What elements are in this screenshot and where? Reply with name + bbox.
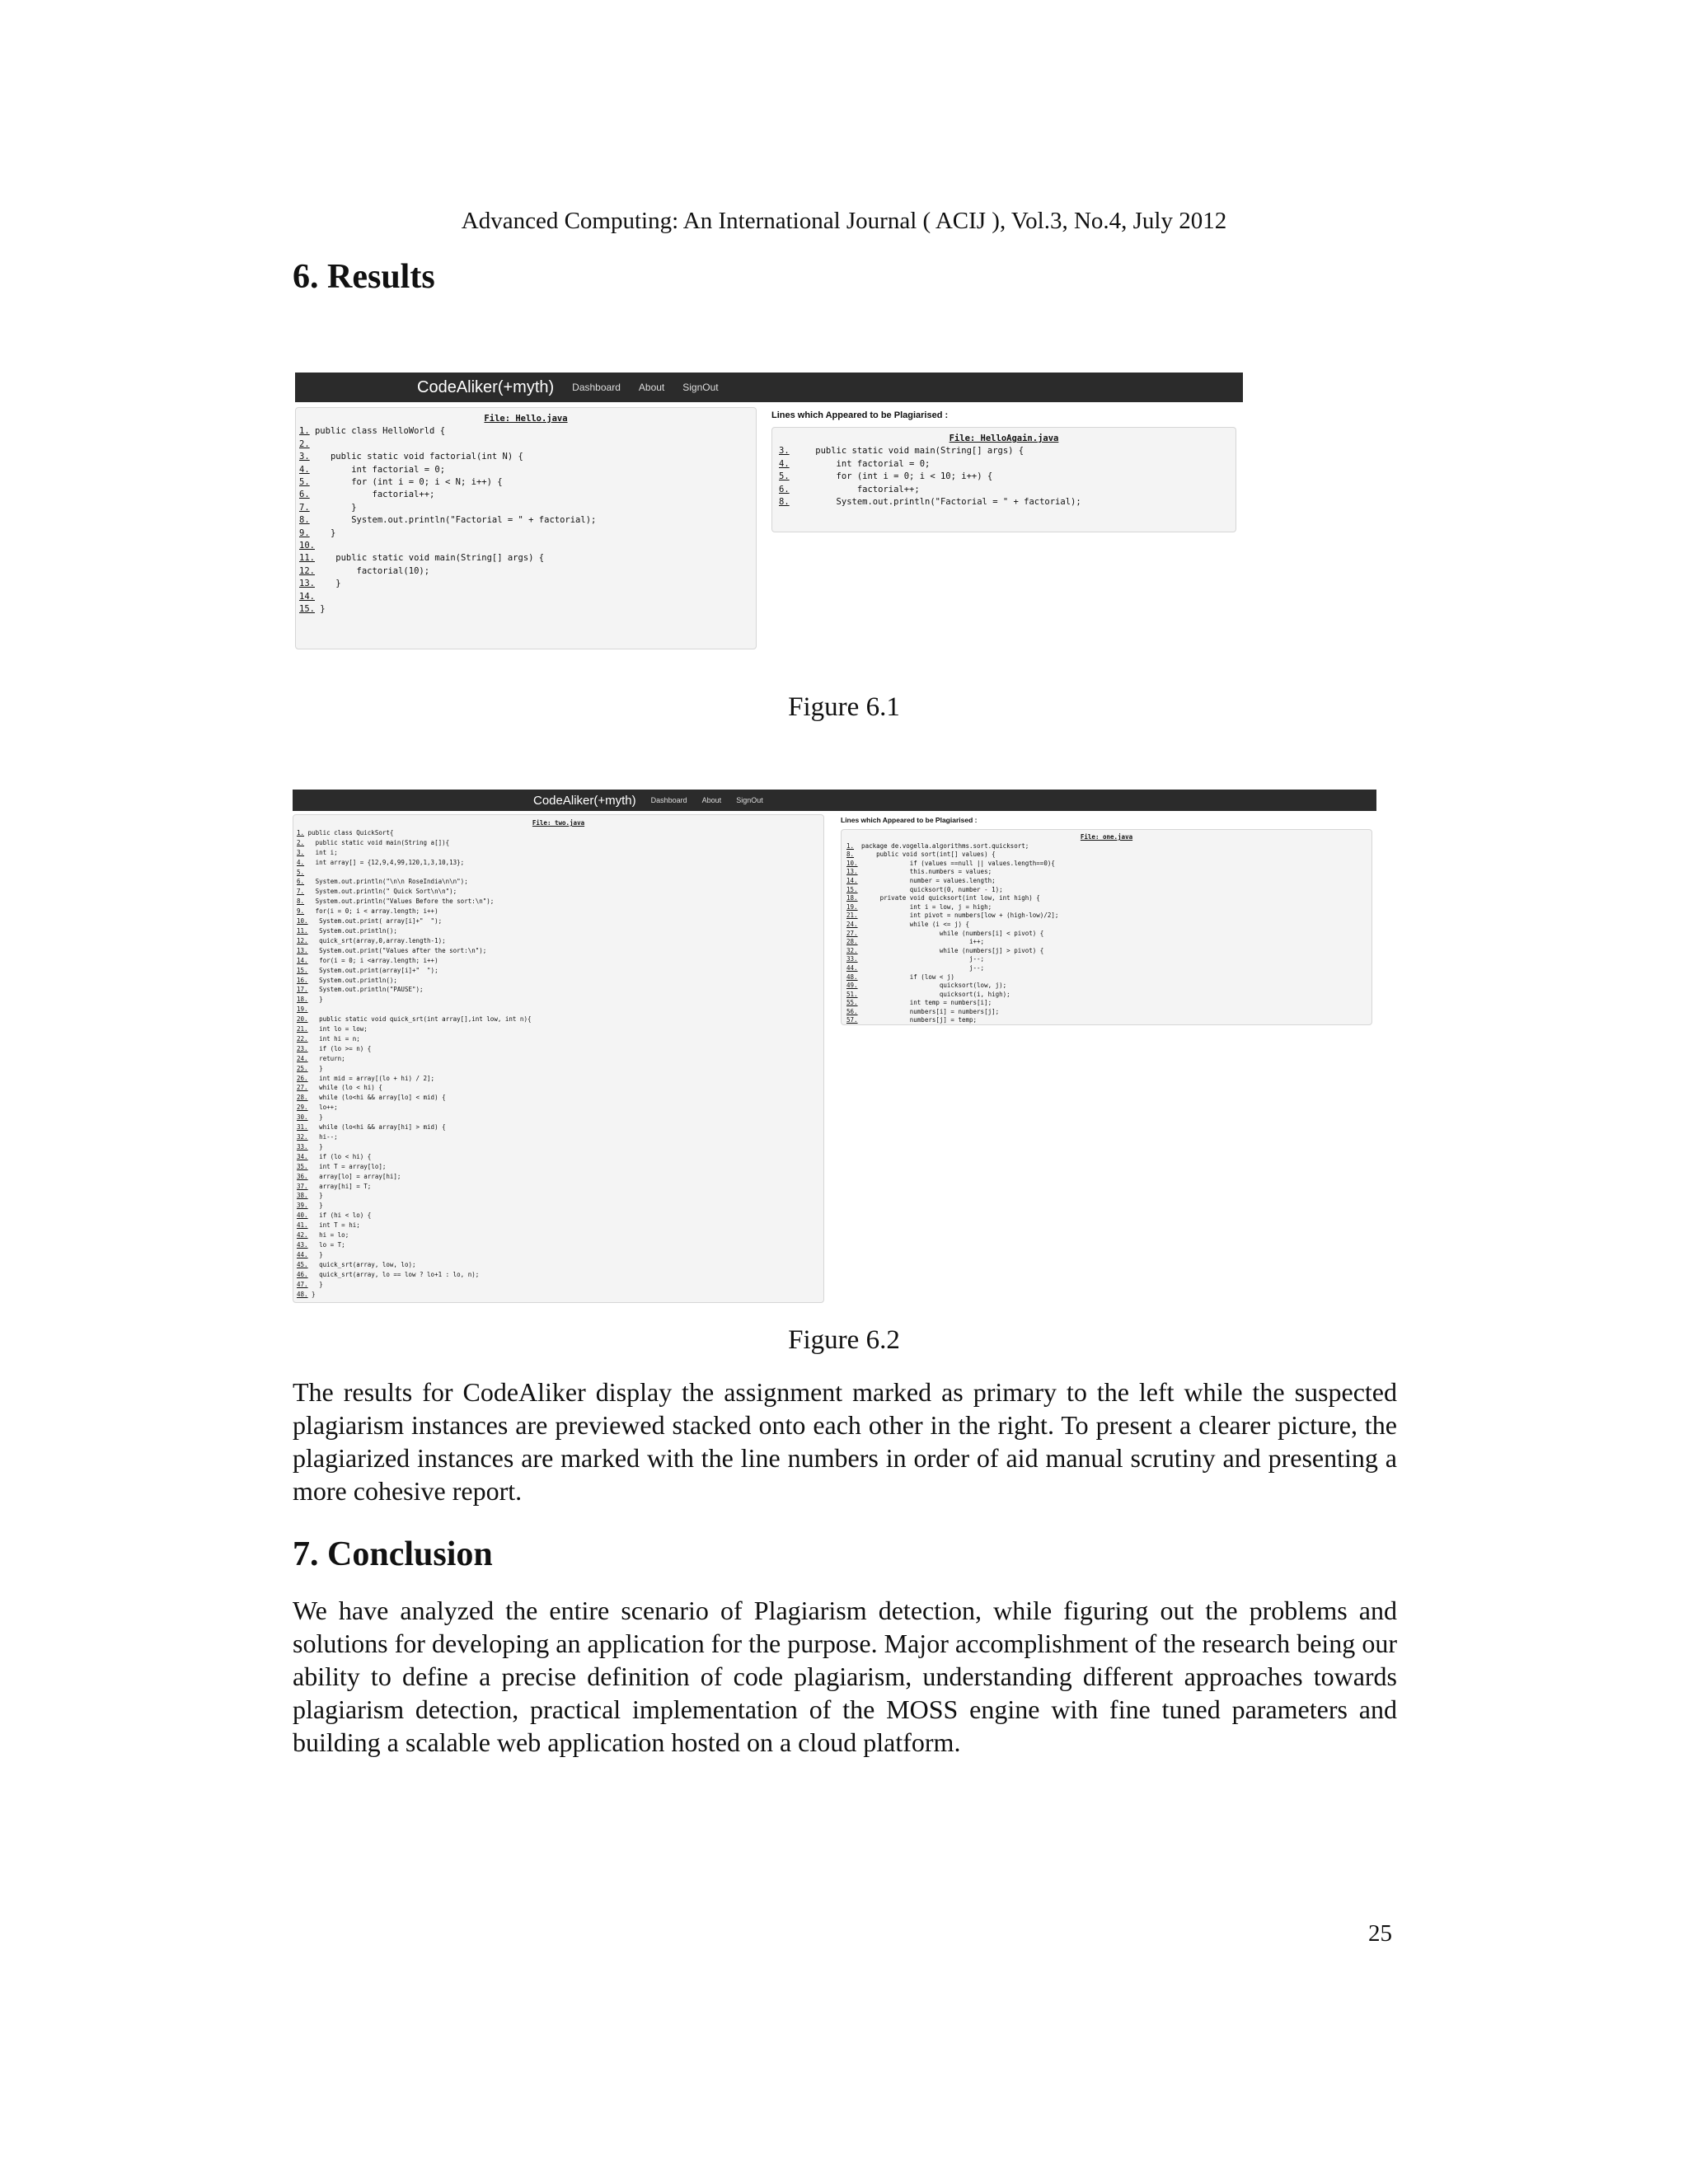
code-text: package de.vogella.algorithms.sort.quicksort;: [854, 841, 1029, 850]
code-text: }: [309, 502, 357, 513]
code-text: int array[] = {12,9,4,99,120,1,3,10,13};: [304, 858, 465, 866]
code-text: while (numbers[i] < pivot) {: [857, 929, 1044, 937]
code-text: if (values ==null || values.length==0){: [857, 859, 1055, 867]
line-number[interactable]: 33.: [297, 1142, 308, 1151]
code-line: [297, 1162, 820, 1172]
section-7-title: 7. Conclusion: [293, 1535, 493, 1573]
line-number[interactable]: 29.: [297, 1104, 308, 1112]
matched-code-listing: [779, 445, 1229, 509]
code-text: quicksort(0, number - 1);: [857, 885, 1003, 893]
code-line: [297, 1054, 820, 1064]
line-number[interactable]: 16.: [297, 976, 308, 984]
code-line: [299, 502, 753, 514]
code-text: public static void main(String[] args) {: [314, 553, 545, 564]
line-number[interactable]: 4.: [297, 858, 305, 866]
code-line: [846, 868, 1367, 877]
code-line: [299, 464, 753, 476]
line-number[interactable]: 48.: [297, 1290, 308, 1298]
line-number[interactable]: 40.: [297, 1212, 308, 1220]
code-text: int hi = n;: [307, 1034, 360, 1043]
code-line: [297, 936, 820, 946]
code-text: array[lo] = array[hi];: [307, 1172, 401, 1180]
nav-link-signout[interactable]: SignOut: [736, 796, 763, 804]
line-number[interactable]: 28.: [297, 1094, 308, 1102]
code-line: [846, 860, 1367, 869]
line-number[interactable]: 18.: [846, 894, 858, 902]
figure-6-2-navbar: [293, 790, 1376, 811]
line-number[interactable]: 46.: [297, 1270, 308, 1278]
code-line: [297, 897, 820, 907]
code-line: [299, 578, 753, 590]
line-number[interactable]: 10.: [846, 859, 858, 867]
code-line: [779, 458, 1229, 471]
code-text: numbers[i] = numbers[j];: [857, 1007, 1000, 1015]
code-text: if (lo >= n) {: [307, 1044, 372, 1052]
code-line: [846, 921, 1367, 930]
code-text: public static void main(String[] args) {: [789, 446, 1025, 457]
code-line: [297, 1074, 820, 1084]
code-line: [297, 956, 820, 966]
page-header: Advanced Computing: An International Journal ( ACIJ ), Vol.3, No.4, July 2012: [461, 208, 1227, 234]
code-text: public class QuickSort{: [304, 828, 394, 837]
code-line: [297, 1172, 820, 1182]
code-text: System.out.println("PAUSE");: [307, 986, 424, 994]
code-line: [297, 995, 820, 1005]
code-line: [297, 1270, 820, 1280]
code-text: System.out.print( array[i]+" ");: [307, 917, 443, 926]
code-text: while (lo<hi && array[lo] < mid) {: [307, 1094, 446, 1102]
line-number[interactable]: 13.: [299, 579, 315, 589]
code-line: [297, 1290, 820, 1300]
code-text: quicksort(i, high);: [857, 990, 1010, 998]
code-text: factorial(10);: [314, 565, 430, 576]
line-number[interactable]: 8.: [779, 497, 790, 508]
code-text: if (lo < hi) {: [307, 1152, 372, 1160]
line-number[interactable]: 39.: [297, 1202, 308, 1210]
primary-code-panel: [293, 814, 824, 1303]
code-line: [299, 552, 753, 565]
results-paragraph: The results for CodeAliker display the assignment marked as primary to the left while the suspected plagiarism instances are previewed stacked onto each other in the right. To present a clearer picture, the plagiarized instances are marked with the line numbers in order of aid manual scrutiny and presenting a more cohesive report.: [293, 1377, 1397, 1506]
line-number[interactable]: 14.: [846, 876, 858, 884]
code-text: for(i = 0; i <array.length; i++): [307, 956, 438, 964]
line-number[interactable]: 12.: [299, 565, 315, 576]
primary-code-listing: [297, 828, 820, 1300]
line-number[interactable]: 48.: [846, 972, 858, 981]
code-line: [846, 1016, 1367, 1025]
code-text: factorial++;: [789, 484, 920, 494]
code-line: [846, 991, 1367, 1000]
matched-file-title: File: one.java: [1080, 833, 1133, 841]
code-text: return;: [307, 1054, 345, 1062]
line-number[interactable]: 31.: [297, 1123, 308, 1132]
line-number[interactable]: 5.: [779, 471, 790, 482]
plagiarised-lines-heading: Lines which Appeared to be Plagiarised :: [771, 410, 949, 420]
page-number: 25: [1368, 1920, 1392, 1947]
code-text: i++;: [857, 938, 985, 946]
line-number[interactable]: 9.: [297, 907, 305, 916]
line-number[interactable]: 10.: [297, 917, 308, 926]
line-number[interactable]: 43.: [297, 1240, 308, 1249]
line-number[interactable]: 44.: [846, 963, 858, 972]
code-text: while (numbers[j] > pivot) {: [857, 946, 1044, 954]
code-text: int i;: [304, 848, 338, 856]
code-line: [846, 842, 1367, 851]
code-text: }: [307, 1113, 323, 1122]
matched-code-panel: [841, 829, 1372, 1025]
code-line: [846, 894, 1367, 903]
line-number[interactable]: 47.: [297, 1280, 308, 1288]
navbar-brand[interactable]: CodeAliker(+myth): [533, 793, 636, 808]
code-text: int pivot = numbers[low + (high-low)/2];: [857, 912, 1059, 920]
line-number[interactable]: 56.: [846, 1007, 858, 1015]
line-number[interactable]: 13.: [297, 946, 308, 954]
code-line: [297, 1064, 820, 1074]
code-line: [846, 903, 1367, 912]
code-line: [297, 828, 820, 838]
code-line: [297, 916, 820, 926]
code-line: [299, 603, 753, 616]
code-line: [299, 451, 753, 463]
code-text: lo = T;: [307, 1240, 345, 1249]
code-line: [297, 1230, 820, 1240]
line-number[interactable]: 23.: [297, 1044, 308, 1052]
code-text: System.out.println();: [307, 976, 397, 984]
line-number[interactable]: 11.: [297, 926, 308, 935]
line-number[interactable]: 33.: [846, 955, 858, 963]
line-number[interactable]: 34.: [297, 1152, 308, 1160]
line-number[interactable]: 6.: [297, 878, 305, 886]
code-text: quick_srt(array,0,array.length-1);: [307, 936, 446, 944]
code-line: [846, 886, 1367, 895]
code-text: }: [307, 996, 323, 1004]
code-line: [297, 1113, 820, 1122]
code-text: if (hi < lo) {: [307, 1212, 372, 1220]
line-number[interactable]: 1.: [297, 828, 305, 837]
primary-code-panel: [295, 407, 757, 649]
code-line: [297, 1103, 820, 1113]
code-line: [299, 476, 753, 489]
code-line: [779, 445, 1229, 457]
line-number[interactable]: 27.: [846, 929, 858, 937]
line-number[interactable]: 19.: [297, 1005, 308, 1014]
code-text: }: [307, 1064, 323, 1072]
code-text: int mid = array[(lo + hi) / 2];: [307, 1074, 435, 1082]
code-line: [297, 1132, 820, 1142]
code-text: int lo = low;: [307, 1025, 368, 1033]
code-text: public static void factorial(int N) {: [309, 452, 523, 462]
code-line: [297, 1152, 820, 1162]
code-text: System.out.println("\n\n RoseIndia\n\n");: [304, 878, 468, 886]
code-text: }: [307, 1192, 323, 1200]
line-number[interactable]: 13.: [846, 868, 858, 876]
line-number[interactable]: 8.: [846, 851, 855, 859]
code-line: [299, 540, 753, 552]
code-line: [297, 1024, 820, 1034]
matched-code-panel: [771, 427, 1236, 532]
code-line: [846, 955, 1367, 964]
code-line: [297, 1280, 820, 1290]
plagiarised-lines-heading: Lines which Appeared to be Plagiarised :: [841, 816, 978, 824]
code-line: [297, 858, 820, 868]
code-text: while (lo < hi) {: [307, 1084, 382, 1092]
code-line: [297, 848, 820, 858]
figure-6-1-caption: Figure 6.1: [788, 692, 900, 722]
line-number[interactable]: 7.: [297, 888, 305, 896]
code-line: [846, 930, 1367, 939]
line-number[interactable]: 42.: [297, 1231, 308, 1240]
code-text: System.out.println(" Quick Sort\n\n");: [304, 888, 457, 896]
line-number[interactable]: 15.: [299, 604, 315, 615]
code-text: if (low < j): [857, 972, 954, 981]
line-number[interactable]: 28.: [846, 938, 858, 946]
code-text: hi = lo;: [307, 1231, 349, 1240]
code-text: int factorial = 0;: [789, 458, 931, 469]
code-text: }: [314, 579, 341, 589]
code-text: }: [314, 604, 326, 615]
code-line: [297, 907, 820, 916]
nav-link-dashboard[interactable]: Dashboard: [572, 382, 621, 393]
nav-link-about[interactable]: About: [701, 796, 722, 804]
line-number[interactable]: 14.: [299, 591, 315, 602]
code-line: [297, 1221, 820, 1230]
code-line: [297, 1083, 820, 1093]
line-number[interactable]: 37.: [297, 1182, 308, 1190]
line-number[interactable]: 9.: [299, 527, 310, 538]
code-text: }: [307, 1142, 323, 1151]
matched-code-listing: [846, 842, 1367, 1025]
code-text: array[hi] = T;: [307, 1182, 372, 1190]
line-number[interactable]: 11.: [299, 553, 315, 564]
code-text: }: [307, 1202, 323, 1210]
conclusion-paragraph: We have analyzed the entire scenario of Plagiarism detection, while figuring out the problems and solutions for developing an application for the purpose. Major accomplishment of the research being our ability to define a precise definition of code plagiarism, understanding different approaches towards plagiarism detection, practical implementation of the MOSS engine with fine tuned parameters and building a scalable web application hosted on a cloud platform.: [293, 1596, 1397, 1757]
line-number[interactable]: 49.: [846, 982, 858, 990]
figure-6-2-caption: Figure 6.2: [788, 1325, 900, 1355]
code-line: [297, 1034, 820, 1044]
code-text: System.out.print(array[i]+" ");: [307, 966, 438, 974]
line-number[interactable]: 12.: [297, 936, 308, 944]
code-line: [297, 1191, 820, 1201]
line-number[interactable]: 8.: [297, 898, 305, 906]
line-number[interactable]: 5.: [299, 477, 310, 488]
code-text: int T = hi;: [307, 1221, 360, 1230]
nav-link-signout[interactable]: SignOut: [682, 382, 719, 393]
nav-link-dashboard[interactable]: Dashboard: [650, 796, 687, 804]
code-text: }: [309, 527, 336, 538]
line-number[interactable]: 55.: [846, 999, 858, 1007]
line-number[interactable]: 21.: [297, 1025, 308, 1033]
code-line: [846, 912, 1367, 921]
code-line: [297, 1142, 820, 1152]
line-number[interactable]: 30.: [297, 1113, 308, 1122]
code-text: public void sort(int[] values) {: [854, 851, 996, 859]
code-line: [299, 591, 753, 603]
line-number[interactable]: 3.: [779, 446, 790, 457]
line-number[interactable]: 2.: [299, 438, 310, 449]
code-text: lo++;: [307, 1104, 338, 1112]
code-line: [846, 999, 1367, 1008]
code-text: System.out.println();: [307, 926, 397, 935]
line-number[interactable]: 18.: [297, 996, 308, 1004]
code-line: [299, 527, 753, 540]
line-number[interactable]: 36.: [297, 1172, 308, 1180]
line-number[interactable]: 51.: [846, 990, 858, 998]
code-line: [299, 514, 753, 527]
line-number[interactable]: 6.: [299, 490, 310, 500]
figure-6-1: [295, 373, 1243, 653]
primary-file-title: File: Hello.java: [484, 414, 568, 424]
code-line: [846, 964, 1367, 973]
code-line: [299, 425, 753, 438]
line-number[interactable]: 5.: [297, 868, 305, 876]
section-6-title: 6. Results: [293, 258, 435, 296]
code-text: quicksort(low, j);: [857, 982, 1007, 990]
line-number[interactable]: 38.: [297, 1192, 308, 1200]
line-number[interactable]: 2.: [297, 838, 305, 846]
matched-file-title: File: HelloAgain.java: [949, 434, 1059, 443]
code-text: this.numbers = values;: [857, 868, 992, 876]
line-number[interactable]: 20.: [297, 1015, 308, 1024]
code-line: [297, 985, 820, 995]
line-number[interactable]: 4.: [779, 458, 790, 469]
primary-code-listing: [299, 425, 753, 616]
code-text: System.out.println("Factorial = " + factorial);: [309, 515, 597, 526]
code-text: while (i <= j) {: [857, 920, 970, 928]
code-line: [297, 1240, 820, 1250]
code-line: [297, 1015, 820, 1024]
line-number[interactable]: 32.: [297, 1133, 308, 1141]
code-text: quick_srt(array, lo == low ? lo+1 : lo, n);: [307, 1270, 480, 1278]
line-number[interactable]: 44.: [297, 1250, 308, 1258]
code-line: [297, 1044, 820, 1054]
code-line: [846, 947, 1367, 956]
line-number[interactable]: 3.: [297, 848, 305, 856]
line-number[interactable]: 14.: [297, 956, 308, 964]
code-text: System.out.println("Factorial = " + factorial);: [789, 497, 1081, 508]
code-text: numbers[j] = temp;: [857, 1016, 978, 1024]
code-line: [846, 851, 1367, 860]
line-number[interactable]: 10.: [299, 541, 315, 551]
code-line: [297, 946, 820, 956]
code-text: System.out.print("Values after the sort:\n");: [307, 946, 487, 954]
code-line: [299, 438, 753, 451]
code-text: int temp = numbers[i];: [857, 999, 992, 1007]
code-text: public class HelloWorld {: [309, 426, 446, 437]
navbar-brand[interactable]: CodeAliker(+myth): [417, 377, 555, 396]
line-number[interactable]: 35.: [297, 1162, 308, 1170]
code-text: while (lo<hi && array[hi] > mid) {: [307, 1123, 446, 1132]
code-text: for(i = 0; i < array.length; i++): [304, 907, 438, 916]
line-number[interactable]: 6.: [779, 484, 790, 494]
code-text: for (int i = 0; i < 10; i++) {: [789, 471, 993, 482]
code-line: [846, 973, 1367, 982]
code-text: private void quicksort(int low, int high) {: [857, 894, 1040, 902]
line-number[interactable]: 17.: [297, 986, 308, 994]
code-text: public static void quick_srt(int array[],int low, int n){: [307, 1015, 532, 1024]
line-number[interactable]: 8.: [299, 515, 310, 526]
code-text: hi--;: [307, 1133, 338, 1141]
code-line: [297, 887, 820, 897]
line-number[interactable]: 26.: [297, 1074, 308, 1082]
line-number[interactable]: 15.: [846, 885, 858, 893]
code-line: [779, 471, 1229, 483]
line-number[interactable]: 41.: [297, 1221, 308, 1230]
line-number[interactable]: 24.: [297, 1054, 308, 1062]
code-text: }: [307, 1290, 316, 1298]
figure-6-2: [293, 790, 1376, 1305]
code-text: public static void main(String a[]){: [304, 838, 450, 846]
nav-link-about[interactable]: About: [638, 382, 665, 393]
code-line: [297, 926, 820, 936]
code-text: int i = low, j = high;: [857, 902, 992, 911]
figure-6-1-navbar: [295, 373, 1243, 402]
code-text: j--;: [857, 963, 985, 972]
line-number[interactable]: 1.: [846, 841, 855, 850]
line-number[interactable]: 32.: [846, 946, 858, 954]
code-line: [297, 1005, 820, 1015]
line-number[interactable]: 7.: [299, 502, 310, 513]
code-line: [297, 877, 820, 887]
code-line: [297, 1201, 820, 1211]
code-line: [297, 1093, 820, 1103]
code-line: [299, 489, 753, 501]
primary-file-title: File: two.java: [532, 819, 585, 827]
line-number[interactable]: 4.: [299, 464, 310, 475]
line-number[interactable]: 21.: [846, 912, 858, 920]
code-line: [297, 1211, 820, 1221]
code-text: int factorial = 0;: [309, 464, 446, 475]
code-text: quick_srt(array, low, lo);: [307, 1260, 416, 1268]
code-line: [297, 1182, 820, 1192]
line-number[interactable]: 15.: [297, 966, 308, 974]
code-text: for (int i = 0; i < N; i++) {: [309, 477, 503, 488]
line-number[interactable]: 57.: [846, 1016, 858, 1024]
code-line: [779, 484, 1229, 496]
line-number[interactable]: 45.: [297, 1260, 308, 1268]
code-line: [846, 877, 1367, 886]
line-number[interactable]: 1.: [299, 426, 310, 437]
code-line: [297, 1260, 820, 1270]
code-text: int T = array[lo];: [307, 1162, 387, 1170]
code-line: [846, 982, 1367, 991]
code-line: [297, 838, 820, 848]
code-line: [297, 976, 820, 986]
code-line: [846, 1008, 1367, 1017]
code-line: [297, 1122, 820, 1132]
code-line: [297, 966, 820, 976]
code-line: [846, 938, 1367, 947]
code-line: [297, 1250, 820, 1260]
code-line: [299, 565, 753, 578]
line-number[interactable]: 19.: [846, 902, 858, 911]
code-line: [297, 868, 820, 878]
code-line: [779, 496, 1229, 509]
code-text: }: [307, 1250, 323, 1258]
code-text: number = values.length;: [857, 876, 996, 884]
code-text: }: [307, 1280, 323, 1288]
line-number[interactable]: 22.: [297, 1034, 308, 1043]
code-text: factorial++;: [309, 490, 435, 500]
line-number[interactable]: 3.: [299, 452, 310, 462]
code-text: System.out.println("Values Before the sort:\n");: [304, 898, 495, 906]
code-text: j--;: [857, 955, 985, 963]
line-number[interactable]: 27.: [297, 1084, 308, 1092]
line-number[interactable]: 25.: [297, 1064, 308, 1072]
line-number[interactable]: 24.: [846, 920, 858, 928]
